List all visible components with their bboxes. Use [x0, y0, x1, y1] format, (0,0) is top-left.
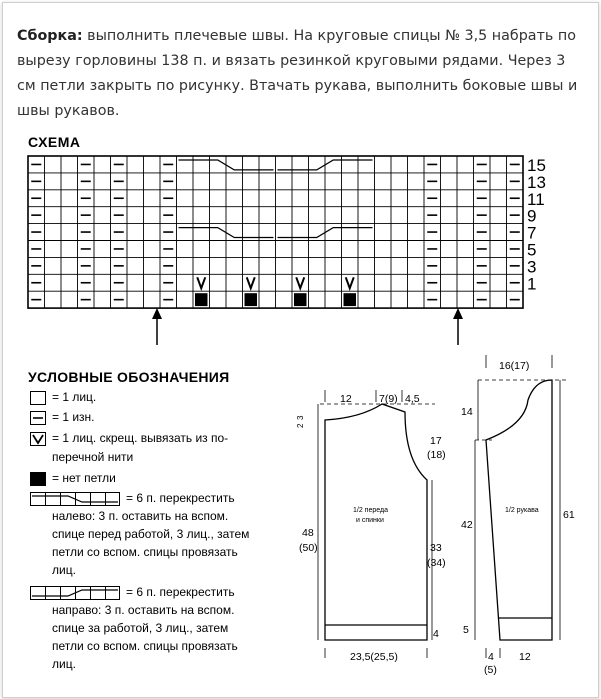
- assembly-instructions: [17, 24, 587, 124]
- chart-row-number: 11: [527, 189, 545, 209]
- body-dim-rib-height: 4: [433, 628, 439, 640]
- chart-row-number: 9: [527, 206, 537, 226]
- legend-cable-right-cont3: [52, 637, 238, 656]
- legend-purl-text: = 1 изн.: [52, 410, 95, 424]
- body-dim-neck-width: 12: [340, 393, 352, 405]
- cable-left-symbol-icon: [30, 492, 120, 506]
- chart-row-number: 1: [527, 274, 537, 294]
- cable-right-symbol-icon: [30, 586, 120, 600]
- body-piece-label-1: 1/2 переда: [353, 507, 388, 514]
- chart-row-number: 13: [527, 172, 546, 192]
- sleeve-dim-total: 61: [563, 509, 575, 521]
- assembly-label: Сборка:: [17, 28, 83, 44]
- legend-twisted-knit-line2: перечной нити: [52, 450, 134, 464]
- body-dim-total-height-alt: (50): [299, 542, 318, 554]
- legend-cable-right: [30, 583, 235, 602]
- legend-cable-left: [30, 489, 235, 508]
- body-dim-shoulder-width: 7(9): [379, 393, 398, 405]
- body-dim-total-height: 48: [302, 527, 314, 539]
- legend-no-stitch: [30, 469, 116, 488]
- legend-cable-left-cont2: [52, 525, 249, 544]
- legend-cable-right-line1: = 6 п. перекрестить: [126, 585, 235, 599]
- sleeve-dim-cuff-width: 12: [519, 651, 531, 663]
- sleeve-dim-cuff-half: 4: [488, 651, 494, 663]
- legend-title: УСЛОВНЫЕ ОБОЗНАЧЕНИЯ: [28, 369, 230, 385]
- purl-symbol-icon: [30, 411, 46, 425]
- knit-symbol-icon: [30, 391, 46, 405]
- legend-knit-text: = 1 лиц.: [52, 390, 97, 404]
- legend-cable-left-line4: петли со вспом. спицы провязать: [52, 545, 238, 559]
- legend-cable-left-line2: налево: 3 п. оставить на вспом.: [52, 509, 229, 523]
- legend-cable-right-line2: направо: 3 п. оставить на вспом.: [52, 603, 235, 617]
- sleeve-piece-label: 1/2 рукава: [505, 507, 539, 514]
- chart-row-number: 15: [527, 156, 546, 175]
- legend-cable-right-line5: лиц.: [52, 657, 76, 671]
- body-dim-side-height: 33: [430, 542, 442, 554]
- legend-cable-left-line1: = 6 п. перекрестить: [126, 491, 235, 505]
- body-piece-label-2: и спинки: [356, 517, 384, 524]
- legend-cable-left-cont4: [52, 561, 76, 580]
- chart-row-number: 3: [527, 257, 537, 277]
- assembly-text: выполнить плечевые швы. На круговые спицы № 3,5 набрать по вырезу горловины 138 п. и вязать резинкой круговыми рядами. Через 3 см петли закрыть по рисунку. Втачать рукава, выполнить боковые швы и швы рукавов.: [17, 28, 578, 119]
- legend-twisted-knit: [30, 429, 228, 448]
- chart-row-number: 7: [527, 223, 537, 243]
- legend-purl: [30, 408, 95, 427]
- legend-knit: [30, 388, 96, 407]
- legend-cable-right-line3: спице за работой, 3 лиц., затем: [52, 621, 229, 635]
- legend-cable-right-cont1: [52, 601, 234, 620]
- sleeve-dim-rib-height: 5: [463, 624, 469, 636]
- legend-cable-right-cont2: [52, 619, 228, 638]
- body-dim-side-height-alt: (34): [427, 557, 446, 569]
- legend-cable-right-cont4: [52, 655, 76, 674]
- legend-cable-left-line5: лиц.: [52, 563, 76, 577]
- legend-twisted-knit-cont: [52, 448, 133, 467]
- body-dim-neck-depth2: 3: [296, 415, 305, 420]
- sleeve-dim-length: 42: [461, 519, 473, 531]
- chart-row-number: 5: [527, 240, 537, 260]
- legend-cable-left-line3: спице перед работой, 3 лиц., затем: [52, 527, 250, 541]
- sleeve-dim-top-width: 16(17): [499, 360, 530, 372]
- body-dim-neck-depth: 2: [296, 423, 305, 428]
- body-dim-armhole: 17: [430, 435, 442, 447]
- scheme-title: СХЕМА: [28, 134, 81, 150]
- legend-cable-right-line4: петли со вспом. спицы провязать: [52, 639, 238, 653]
- legend-cable-left-cont1: [52, 507, 228, 526]
- body-dim-shoulder-drop: 4,5: [405, 393, 420, 405]
- sleeve-dim-cuff-half-alt: (5): [484, 664, 497, 676]
- twisted-knit-symbol-icon: [30, 432, 46, 446]
- body-dim-armhole-alt: (18): [427, 449, 446, 461]
- legend-cable-left-cont3: [52, 543, 238, 562]
- sleeve-dim-cap-height: 14: [461, 406, 473, 418]
- body-dim-width: 23,5(25,5): [350, 651, 398, 663]
- legend-no-stitch-text: = нет петли: [52, 471, 116, 485]
- no-stitch-symbol-icon: [30, 472, 46, 486]
- legend-twisted-knit-line1: = 1 лиц. скрещ. вывязать из по-: [52, 431, 229, 445]
